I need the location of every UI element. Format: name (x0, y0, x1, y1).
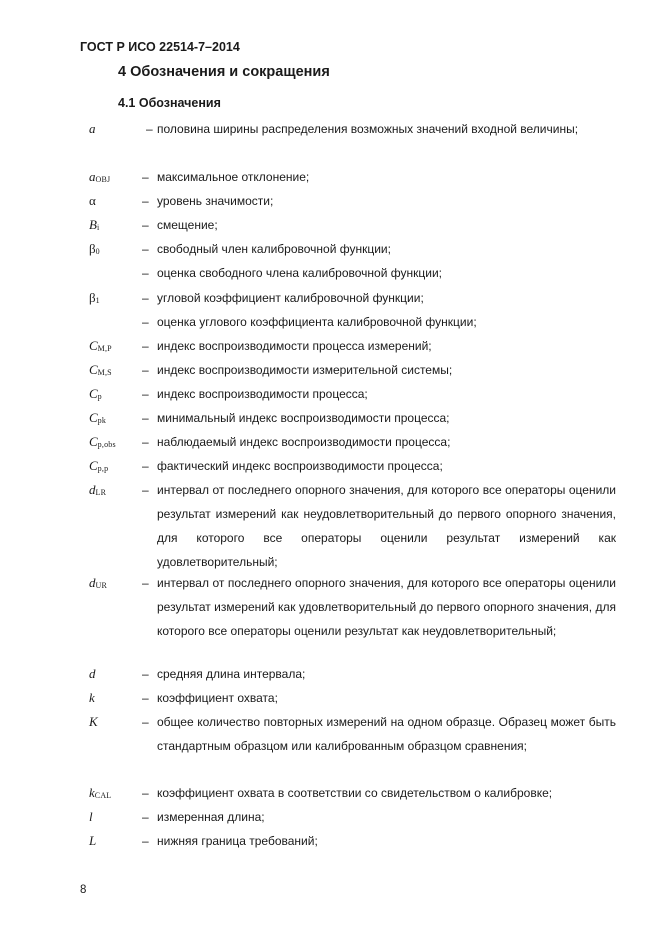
symbol: d (89, 666, 96, 681)
symbol-description: наблюдаемый индекс воспроизводимости процесса; (157, 435, 451, 449)
dash: – (142, 786, 149, 800)
symbol: $k_{CAL}$ (89, 785, 112, 800)
standard-header: ГОСТ Р ИСО 22514-7–2014 (80, 40, 240, 54)
symbol-description: коэффициент охвата в соответствии со свидетельством о калибровке; (157, 786, 553, 800)
dash: – (142, 715, 149, 729)
symbol-description: половина ширины распределения возможных значений входной величины; (157, 122, 579, 136)
symbol-description: минимальный индекс воспроизводимости процесса; (157, 411, 450, 425)
dash: – (146, 122, 153, 136)
symbol-description: индекс воспроизводимости процесса; (157, 387, 368, 401)
dash: – (142, 810, 149, 824)
symbol: $B_i$ (89, 217, 100, 232)
symbol-description: индекс воспроизводимости процесса измерений; (157, 339, 432, 353)
subsection-title: 4.1 Обозначения (118, 96, 221, 110)
dash: – (142, 435, 149, 449)
symbol-description: угловой коэффициент калибровочной функции; (157, 291, 424, 305)
dash: – (142, 667, 149, 681)
symbol: α (89, 193, 96, 208)
symbol: $C_{M,P}$ (89, 338, 112, 353)
dash: – (142, 170, 149, 184)
symbol: L (89, 833, 97, 848)
symbol-description: средняя длина интервала; (157, 667, 306, 681)
symbol-description: свободный член калибровочной функции; (157, 242, 391, 256)
dash: – (142, 339, 149, 353)
symbol-description: оценка углового коэффициента калибровочной функции; (157, 315, 477, 329)
section-title: 4 Обозначения и сокращения (118, 64, 330, 80)
symbol: K (89, 714, 98, 729)
symbol: $d_{UR}$ (89, 575, 108, 590)
symbol: $\beta_0$ (89, 241, 100, 256)
dash: – (142, 834, 149, 848)
dash: – (142, 363, 149, 377)
symbol-description: интервал от последнего опорного значения, для которого все операторы оценили результат измерений как удовлетворительный до первого опорного значения, для которого все операторы оценили результат как неудовлетворительный; (157, 576, 616, 638)
symbol-description: коэффициент охвата; (157, 691, 278, 705)
dash: – (142, 266, 149, 280)
symbol: $C_{p,obs}$ (89, 434, 116, 449)
dash: – (142, 576, 149, 590)
symbol-description: общее количество повторных измерений на одном образце. Образец может быть стандартным образцом или калиброванным образцом сравнения; (157, 715, 616, 753)
symbol: $C_p$ (89, 386, 102, 401)
symbol-description: индекс воспроизводимости измерительной системы; (157, 363, 453, 377)
dash: – (142, 291, 149, 305)
symbol: $a_{OBJ}$ (89, 169, 111, 184)
dash: – (142, 194, 149, 208)
dash: – (142, 315, 149, 329)
symbol: k (89, 690, 95, 705)
symbol: $d_{LR}$ (89, 482, 107, 497)
dash: – (142, 387, 149, 401)
dash: – (142, 218, 149, 232)
dash: – (142, 691, 149, 705)
symbol: a (89, 121, 96, 136)
dash: – (142, 242, 149, 256)
page-number: 8 (80, 884, 87, 896)
symbol-description: фактический индекс воспроизводимости процесса; (157, 459, 443, 473)
symbol-description: максимальное отклонение; (157, 170, 310, 184)
symbol-description: нижняя граница требований; (157, 834, 318, 848)
symbol-description: уровень значимости; (157, 194, 274, 208)
symbol-description: оценка свободного члена калибровочной функции; (157, 266, 442, 280)
symbol-description: измеренная длина; (157, 810, 265, 824)
symbol: $\beta_1$ (89, 290, 100, 305)
symbol: l (89, 809, 93, 824)
symbol-description: смещение; (157, 218, 218, 232)
symbol-description: интервал от последнего опорного значения, для которого все операторы оценили результат измерений как неудовлетворительный до первого опорного значения, для которого все операторы оценили результат измерений как удовлетворительный; (157, 483, 616, 569)
dash: – (142, 459, 149, 473)
dash: – (142, 411, 149, 425)
dash: – (142, 483, 149, 497)
symbol: $C_{M,S}$ (89, 362, 112, 377)
symbol: $C_{pk}$ (89, 410, 107, 425)
symbol: $C_{p,p}$ (89, 458, 109, 473)
